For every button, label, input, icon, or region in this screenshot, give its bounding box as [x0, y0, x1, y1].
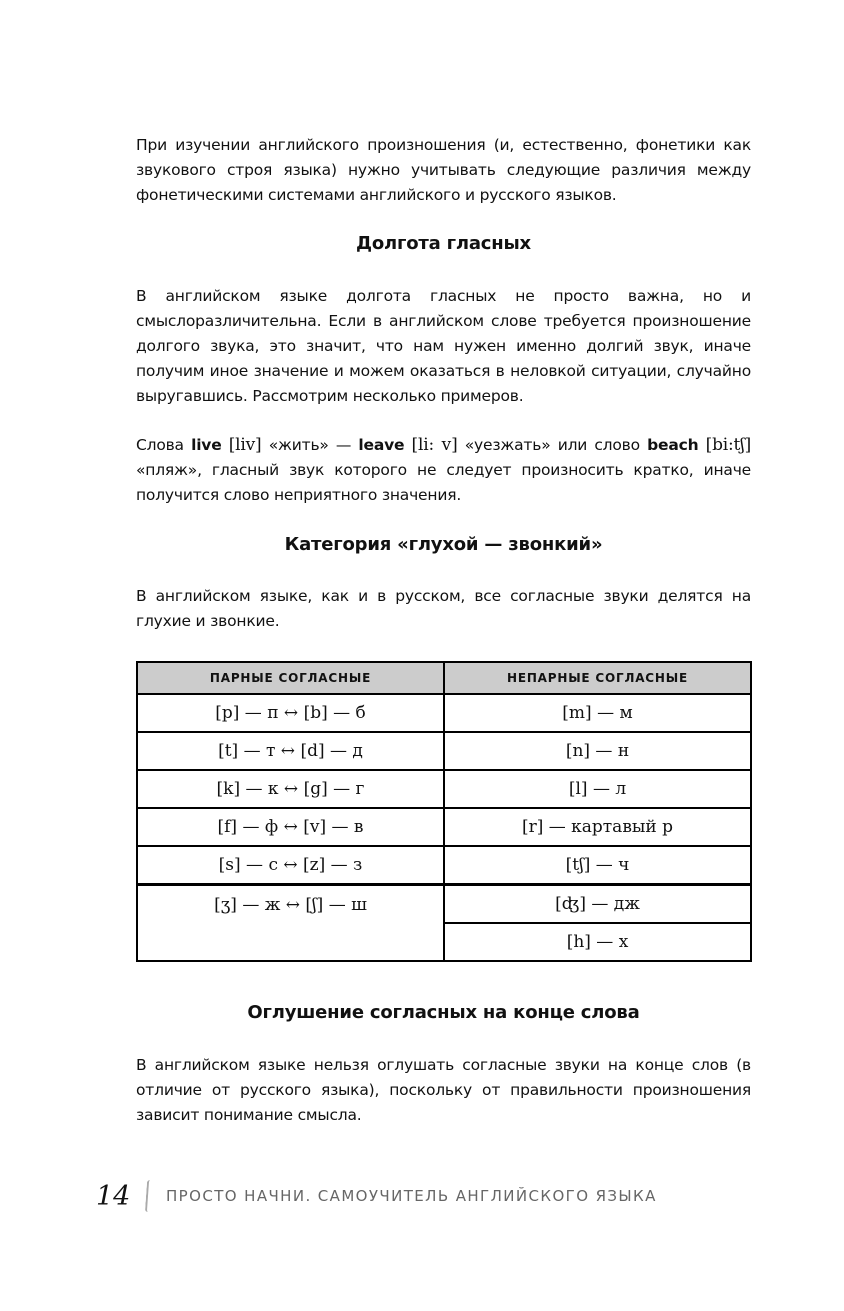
- examples-paragraph: [136, 433, 751, 508]
- devoicing-text: [136, 1053, 751, 1128]
- paired-cell: [s] — с ↔ [z] — з: [137, 846, 444, 885]
- example-word-live: live: [191, 436, 222, 454]
- paired-cell: [p] — п ↔ [b] — б: [137, 694, 444, 732]
- table-row: [137, 770, 751, 808]
- table-row: [137, 808, 751, 846]
- section-voicing: [136, 534, 751, 555]
- unpaired-cell: [h] — х: [444, 923, 751, 961]
- paired-cell: [k] — к ↔ [g] — г: [137, 770, 444, 808]
- unpaired-cell: [tʃ] — ч: [444, 846, 751, 885]
- example-text: «жить» —: [261, 436, 359, 454]
- unpaired-cell: [l] — л: [444, 770, 751, 808]
- section-heading-voicing: Категория «глухой — звонкий»: [284, 534, 603, 555]
- voicing-text: [136, 584, 751, 634]
- header-unpaired: НЕПАРНЫЕ СОГЛАСНЫЕ: [444, 662, 751, 694]
- footer-separator: [145, 1180, 155, 1212]
- example-text: «уезжать» или слово: [457, 436, 648, 454]
- vowel-length-paragraph: В английском языке долгота гласных не просто важна, но и смыслоразличительна. Если в английском слове требуется произношение долгого звука, это значит, что нам нужен именно долгий звук, иначе получим иное значение и можем оказаться в неловкой ситуации, случайно выругавшись. Рассмотрим несколько примеров.: [136, 287, 751, 405]
- section-heading-devoicing: Оглушение согласных на конце слова: [247, 1002, 640, 1023]
- example-word-beach: beach: [647, 436, 699, 454]
- page-footer: [96, 1178, 657, 1214]
- paired-cell: [ʒ] — ж ↔ [ʃ] — ш: [137, 885, 444, 962]
- unpaired-cell: [ʤ] — дж: [444, 885, 751, 924]
- table-row: [137, 846, 751, 885]
- voicing-paragraph: В английском языке, как и в русском, все согласные звуки делятся на глухие и звонкие.: [136, 587, 751, 630]
- intro-paragraph: При изучении английского произношения (и, естественно, фонетики как звукового строя языка) нужно учитывать следующие различия между фонетическими системами английского и русского языков.: [136, 136, 751, 204]
- devoicing-paragraph: В английском языке нельзя оглушать согласные звуки на конце слов (в отличие от русского языка), поскольку от правильности произношения зависит понимание смысла.: [136, 1056, 751, 1124]
- table-row: [137, 694, 751, 732]
- unpaired-cell: [m] — м: [444, 694, 751, 732]
- intro-block: [136, 133, 751, 208]
- table-row: [137, 885, 751, 924]
- table-row: [137, 732, 751, 770]
- paired-cell: [f] — ф ↔ [v] — в: [137, 808, 444, 846]
- transcription-leave: [li: v]: [411, 435, 458, 455]
- unpaired-cell: [r] — картавый р: [444, 808, 751, 846]
- vowel-length-text: [136, 284, 751, 409]
- example-text: «пляж», гласный звук которого не следует произносить кратко, иначе получится слово неприятного значения.: [136, 461, 751, 504]
- section-heading-vowel-length: Долгота гласных: [356, 233, 531, 254]
- example-text: Слова: [136, 436, 192, 454]
- transcription-beach: [bi:tʃ]: [705, 435, 751, 455]
- header-paired: ПАРНЫЕ СОГЛАСНЫЕ: [137, 662, 444, 694]
- section-devoicing: [136, 1002, 751, 1023]
- paired-cell: [t] — т ↔ [d] — д: [137, 732, 444, 770]
- vowel-examples: [136, 433, 751, 508]
- example-word-leave: leave: [358, 436, 405, 454]
- consonants-table: [136, 661, 752, 962]
- page-number: 14: [96, 1180, 131, 1212]
- transcription-live: [liv]: [228, 435, 262, 455]
- table-header-row: [137, 662, 751, 694]
- unpaired-cell: [n] — н: [444, 732, 751, 770]
- running-title: ПРОСТО НАЧНИ. САМОУЧИТЕЛЬ АНГЛИЙСКОГО ЯЗЫКА: [166, 1187, 657, 1205]
- section-vowel-length: [136, 233, 751, 254]
